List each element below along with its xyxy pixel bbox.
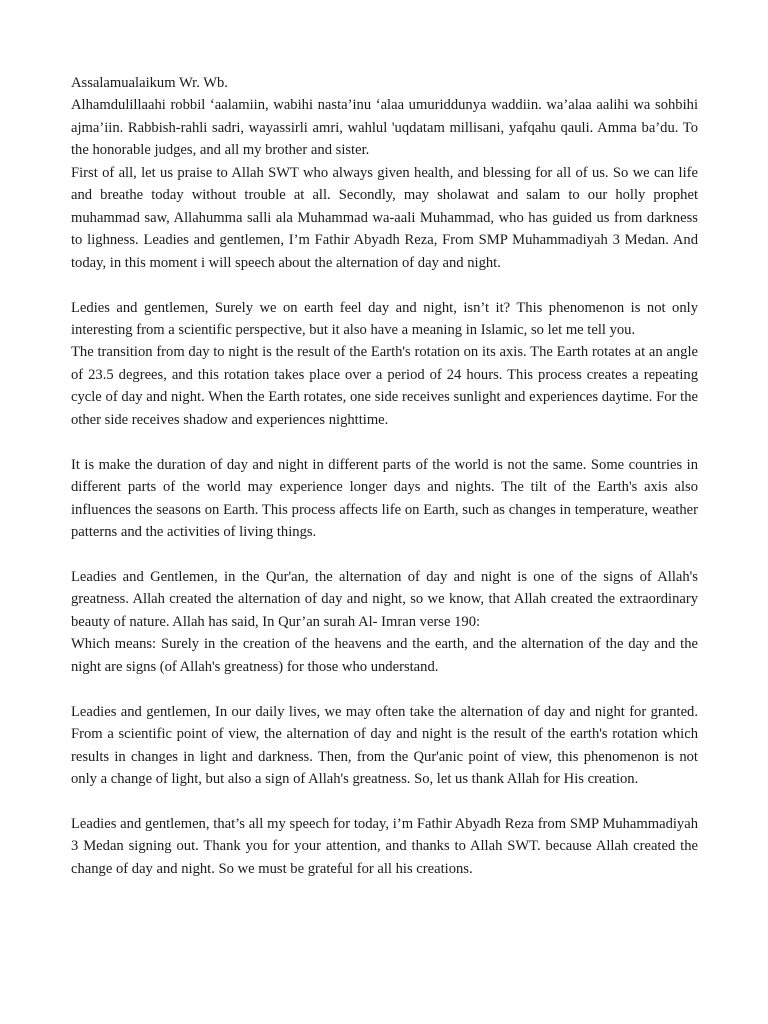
quran-paragraph: Leadies and Gentlemen, in the Qur'an, the alternation of day and night is one of the signs of Allah's greatness. Allah created the alternation of day and night, so we know, that Allah created the extraordinary beauty of nature. Allah has said, In Qur’an surah Al- Imran verse 190: (71, 568, 698, 630)
paragraph-spacer (71, 790, 698, 812)
greeting-line: Assalamualaikum Wr. Wb. (71, 75, 228, 91)
introduction-paragraph: First of all, let us praise to Allah SWT who always given health, and blessing for all of us. So we can life and breathe today without trouble at all. Secondly, may sholawat and salam to our holly prophet muhammad saw, Allahumma salli ala Muhammad wa-aali Muhammad, who has guided us from darkness to lighness. Leadies and gentlemen, I’m Fathir Abyadh Reza, From SMP Muhammadiyah 3 Medan. And today, in this moment i will speech about the alternation of day and night. (71, 164, 698, 271)
topic-paragraph: Ledies and gentlemen, Surely we on earth feel day and night, isn’t it? This phenomenon is not only interesting from a scientific perspective, but it also have a meaning in Islamic, so let me tell you. (71, 299, 698, 338)
paragraph-spacer (71, 274, 698, 296)
closing-paragraph: Leadies and gentlemen, that’s all my speech for today, i’m Fathir Abyadh Reza from SMP Muhammadiyah 3 Medan signing out. Thank you for your attention, and thanks to Allah SWT. because Allah created the change of day and night. So we must be grateful for all his creations. (71, 815, 698, 877)
paragraph-spacer (71, 678, 698, 700)
document-page (71, 72, 698, 880)
opening-prayer-paragraph: Alhamdulillaahi robbil ‘aalamiin, wabihi nasta’inu ‘alaa umuriddunya waddiin. wa’alaa aalihi wa sohbihi ajma’iin. Rabbish-rahli sadri, wayassirli amri, wahlul 'uqdatam millisani, yafqahu qauli. Amma ba’du. To the honorable judges, and all my brother and sister. (71, 97, 698, 159)
duration-paragraph: It is make the duration of day and night in different parts of the world is not the same. Some countries in different parts of the world may experience longer days and nights. The tilt of the Earth's axis also influences the seasons on Earth. This process affects life on Earth, such as changes in temperature, weather patterns and the activities of living things. (71, 456, 698, 541)
verse-meaning-paragraph: Which means: Surely in the creation of the heavens and the earth, and the alternation of the day and the night are signs (of Allah's greatness) for those who understand. (71, 636, 698, 675)
daily-life-paragraph: Leadies and gentlemen, In our daily lives, we may often take the alternation of day and night for granted. From a scientific point of view, the alternation of day and night is the result of the earth's rotation which results in changes in light and darkness. Then, from the Qur'anic point of view, this phenomenon is not only a change of light, but also a sign of Allah's greatness. So, let us thank Allah for His creation. (71, 703, 698, 787)
rotation-paragraph: The transition from day to night is the result of the Earth's rotation on its axis. The Earth rotates at an angle of 23.5 degrees, and this rotation takes place over a period of 24 hours. This process creates a repeating cycle of day and night. When the Earth rotates, one side receives sunlight and experiences daytime. For the other side receives shadow and experiences nighttime. (71, 344, 698, 428)
paragraph-spacer (71, 543, 698, 565)
paragraph-spacer (71, 431, 698, 453)
